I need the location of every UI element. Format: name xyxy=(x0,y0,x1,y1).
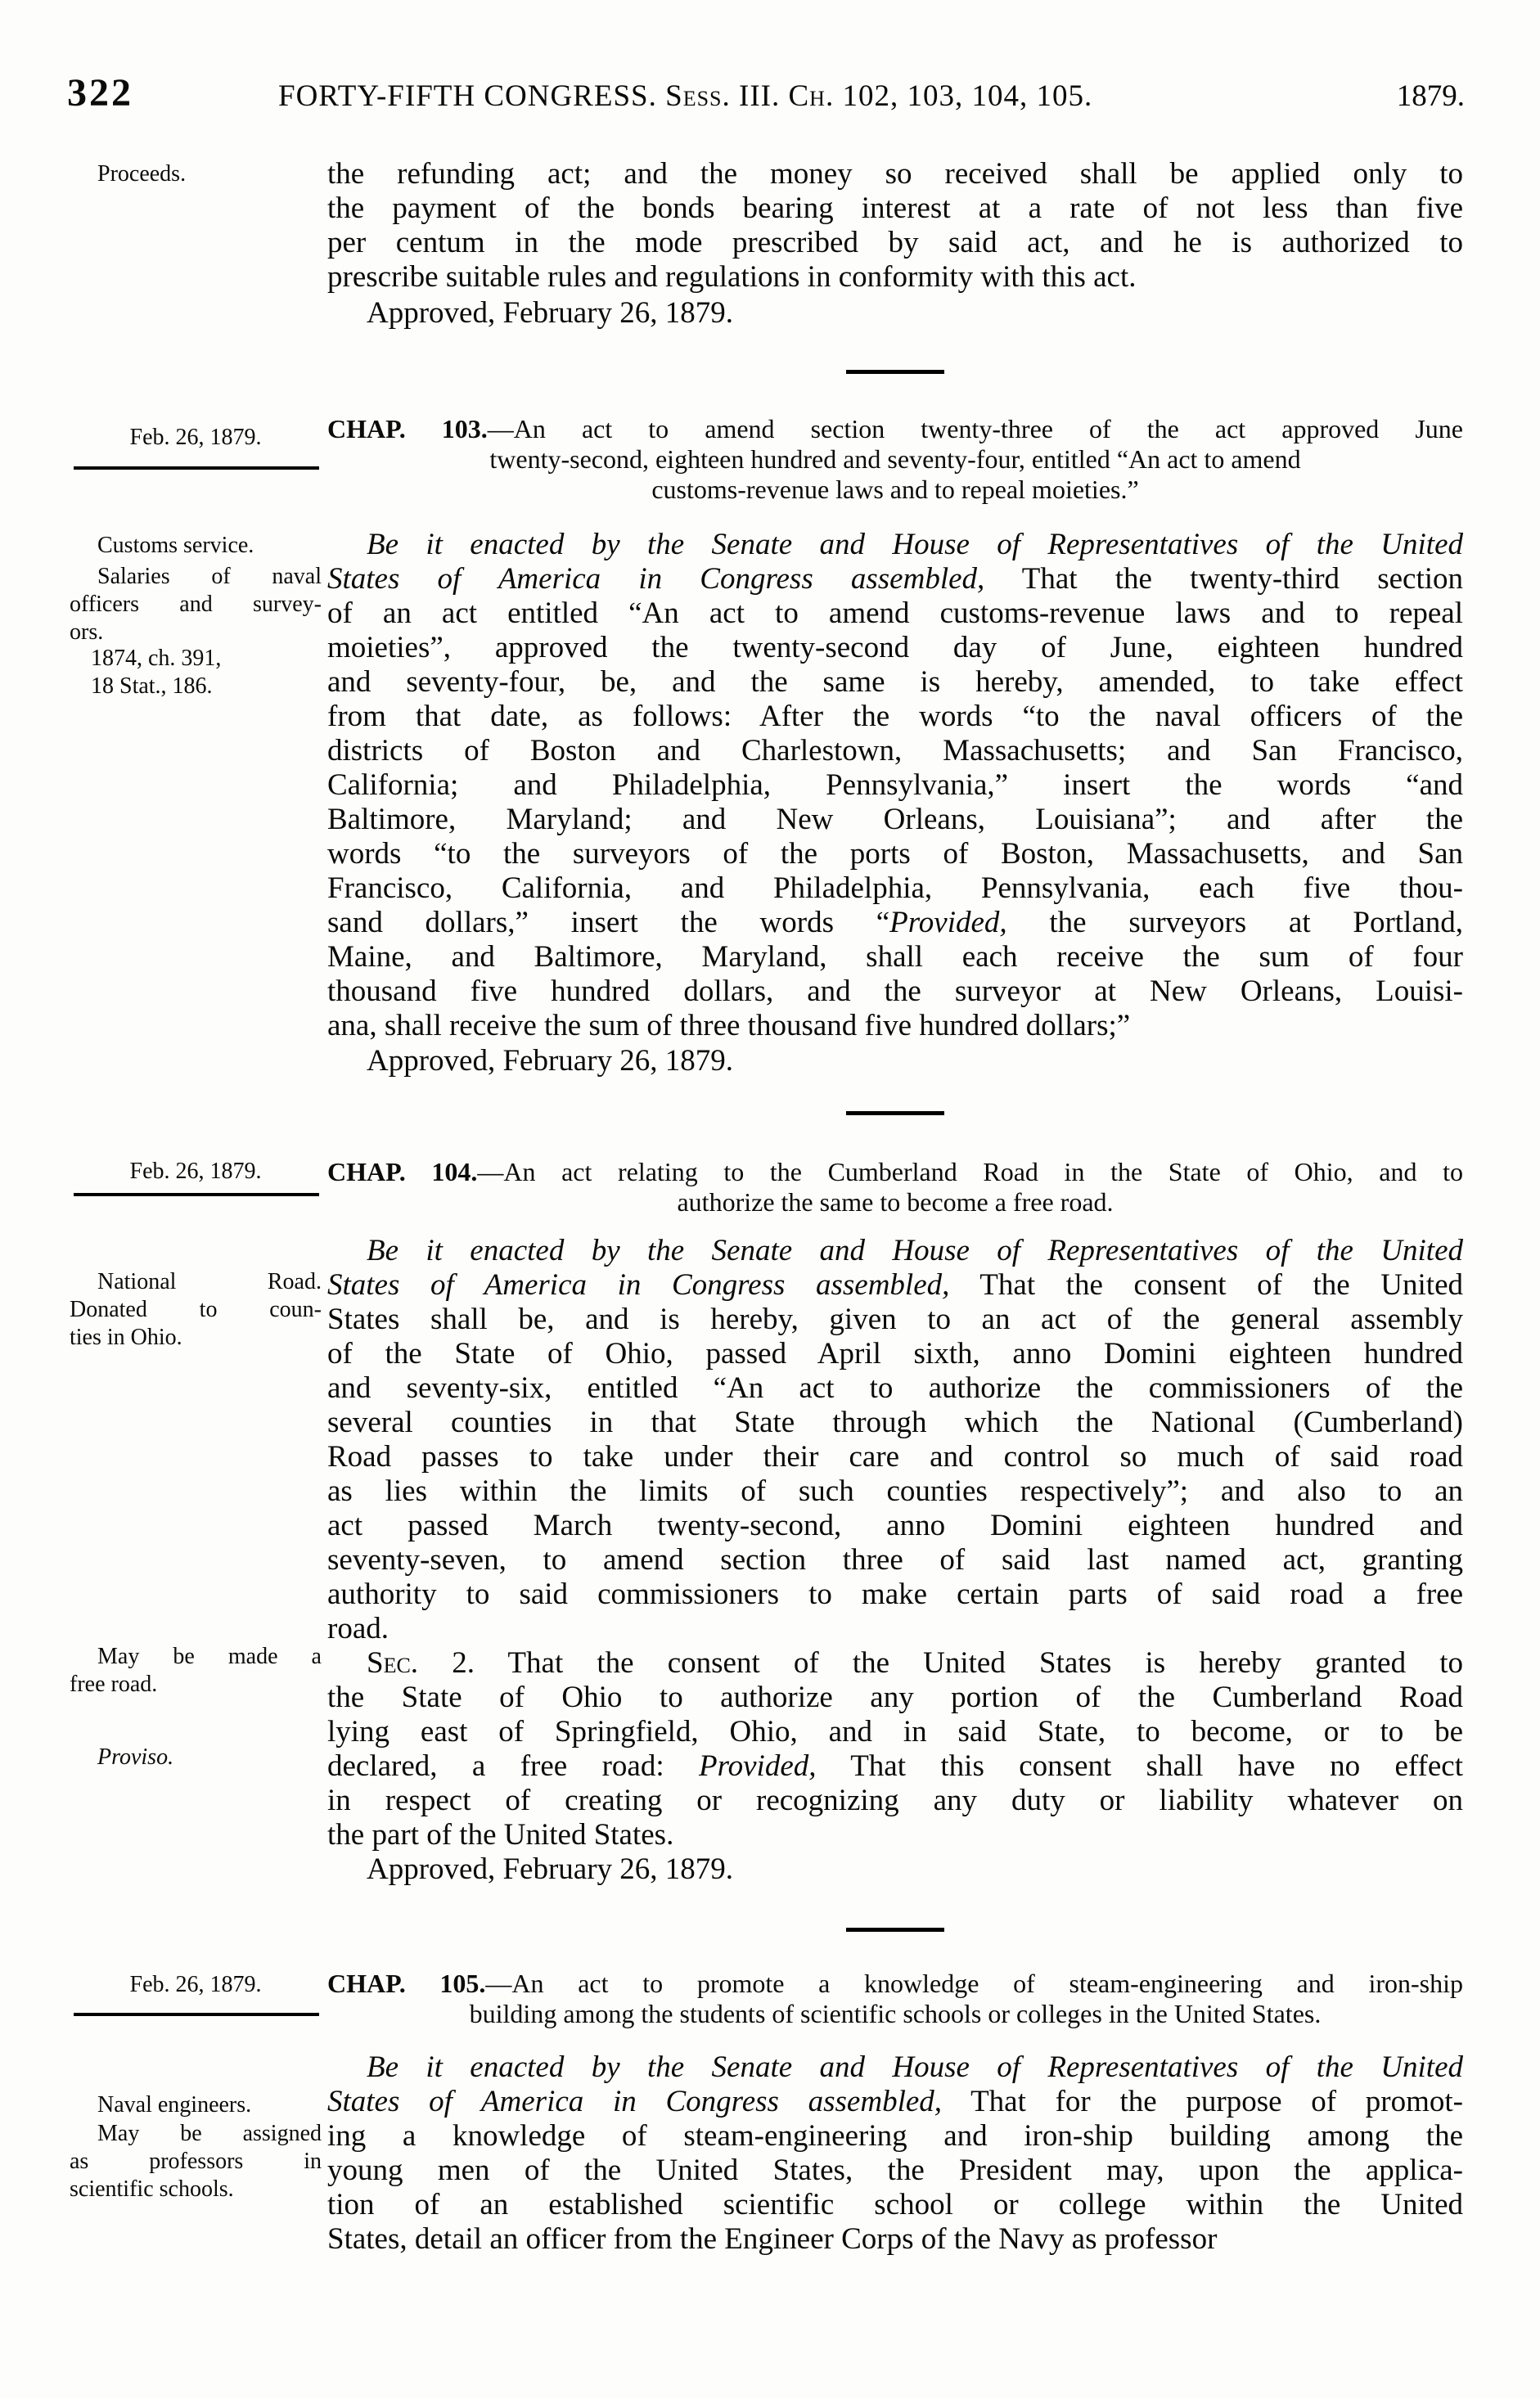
chap104-approved-line: Approved, February 26, 1879. xyxy=(367,1852,734,1886)
margin-date-rule-chap104 xyxy=(74,1193,319,1196)
page-number: 322 xyxy=(67,71,133,115)
chap104-body-paragraph-2: Sec. 2. That the consent of the United States is hereby granted to the State of Ohio to authorize any portion of the Cumberland Road lying east of Springfield, Ohio, and in said State, to become, or to be declared, a free road: Provided, That this consent shall have no effect in respect of creating or recognizing any duty or liability whatever on the part of the United States. xyxy=(327,1646,1463,1852)
margin-date-chap104: Feb. 26, 1879. xyxy=(129,1159,262,1184)
chap105-heading: CHAP. 105.—An act to promote a knowledge of steam-engineering and iron-ship building among the students of scientific schools or colleges in the United States. xyxy=(327,1969,1464,2028)
margin-note-national-road: National Road. Donated to coun- ties in Ohio. xyxy=(70,1269,322,1350)
margin-note-free-road: May be made a free road. xyxy=(70,1644,322,1697)
chap102-approved-line: Approved, February 26, 1879. xyxy=(367,296,734,330)
margin-note-statute-citation: 1874, ch. 391, 18 Stat., 186. xyxy=(91,646,222,699)
running-header-year: 1879. xyxy=(1396,79,1465,113)
running-header: FORTY-FIFTH CONGRESS. Sess. III. Ch. 102, 103, 104, 105. xyxy=(278,79,1093,113)
margin-date-rule-chap105 xyxy=(74,2013,319,2016)
margin-date-rule-chap103 xyxy=(74,466,319,470)
section-divider-1 xyxy=(846,370,944,374)
margin-note-assigned-professors: May be assigned as professors in scientific schools. xyxy=(70,2121,322,2202)
margin-date-chap103: Feb. 26, 1879. xyxy=(129,425,262,450)
margin-note-proceeds: Proceeds. xyxy=(97,161,187,187)
margin-date-chap105: Feb. 26, 1879. xyxy=(129,1972,262,1997)
section-divider-3 xyxy=(846,1928,944,1932)
chap103-approved-line: Approved, February 26, 1879. xyxy=(367,1044,734,1078)
chap104-body-paragraph-1: Be it enacted by the Senate and House of Representatives of the United States of America in Congress assembled, That the consent of the United States shall be, and is hereby, given to an act of the general assembly of the State of Ohio, passed April sixth, anno Domini eighteen hundred and seventy-six, entitled “An act to authorize the commissioners of the several counties in that State through which the National (Cumberland) Road passes to take under their care and control so much of said road as lies within the limits of such counties respectively”; and also to an act passed March twenty-second, anno Domini eighteen hundred and seventy-seven, to amend section three of said last named act, granting authority to said commissioners to make certain parts of said road a free road. xyxy=(327,1234,1463,1645)
section-divider-2 xyxy=(846,1111,944,1115)
chap105-body-paragraph: Be it enacted by the Senate and House of Representatives of the United States of America in Congress assembled, That for the purpose of promot- ing a knowledge of steam-engineering and iron-ship building among the young men of the United States, the President may, upon the applica- tion of an established scientific school or college within the United States, detail an officer from the Engineer Corps of the Navy as professor xyxy=(327,2050,1463,2256)
chap103-body-paragraph: Be it enacted by the Senate and House of Representatives of the United States of America in Congress assembled, That the twenty-third section of an act entitled “An act to amend customs-revenue laws and to repeal moieties”, approved the twenty-second day of June, eighteen hundred and seventy-four, be, and the same is hereby, amended, to take effect from that date, as follows: After the words “to the naval officers of the districts of Boston and Charlestown, Massachusetts; and San Francisco, California; and Philadelphia, Pennsylvania,” insert the words “and Baltimore, Maryland; and New Orleans, Louisiana”; and after the words “to the surveyors of the ports of Boston, Massachusetts, and San Francisco, California, and Philadelphia, Pennsylvania, each five thou- sand dollars,” insert the words “Provided, the surveyors at Portland, Maine, and Baltimore, Maryland, shall each receive the sum of four thousand five hundred dollars, and the surveyor at New Orleans, Louisi- ana, shall receive the sum of three thousand five hundred dollars;” xyxy=(327,528,1463,1042)
chap102-body-paragraph: the refunding act; and the money so received shall be applied only to the payment of the bonds bearing interest at a rate of not less than five per centum in the mode prescribed by said act, and he is authorized to prescribe suitable rules and regulations in conformity with this act. xyxy=(327,157,1463,294)
margin-note-naval-engineers: Naval engineers. xyxy=(97,2092,252,2118)
chap104-heading: CHAP. 104.—An act relating to the Cumberland Road in the State of Ohio, and to authorize the same to become a free road. xyxy=(327,1157,1464,1217)
chap103-heading: CHAP. 103.—An act to amend section twenty-three of the act approved June twenty-second, eighteen hundred and seventy-four, entitled “An act to amend customs-revenue laws and to repeal moieties.” xyxy=(327,414,1464,504)
margin-note-customs-service: Customs service. xyxy=(97,533,254,558)
margin-note-salaries: Salaries of naval officers and survey- ors. xyxy=(70,564,322,645)
margin-note-proviso: Proviso. xyxy=(97,1744,174,1770)
